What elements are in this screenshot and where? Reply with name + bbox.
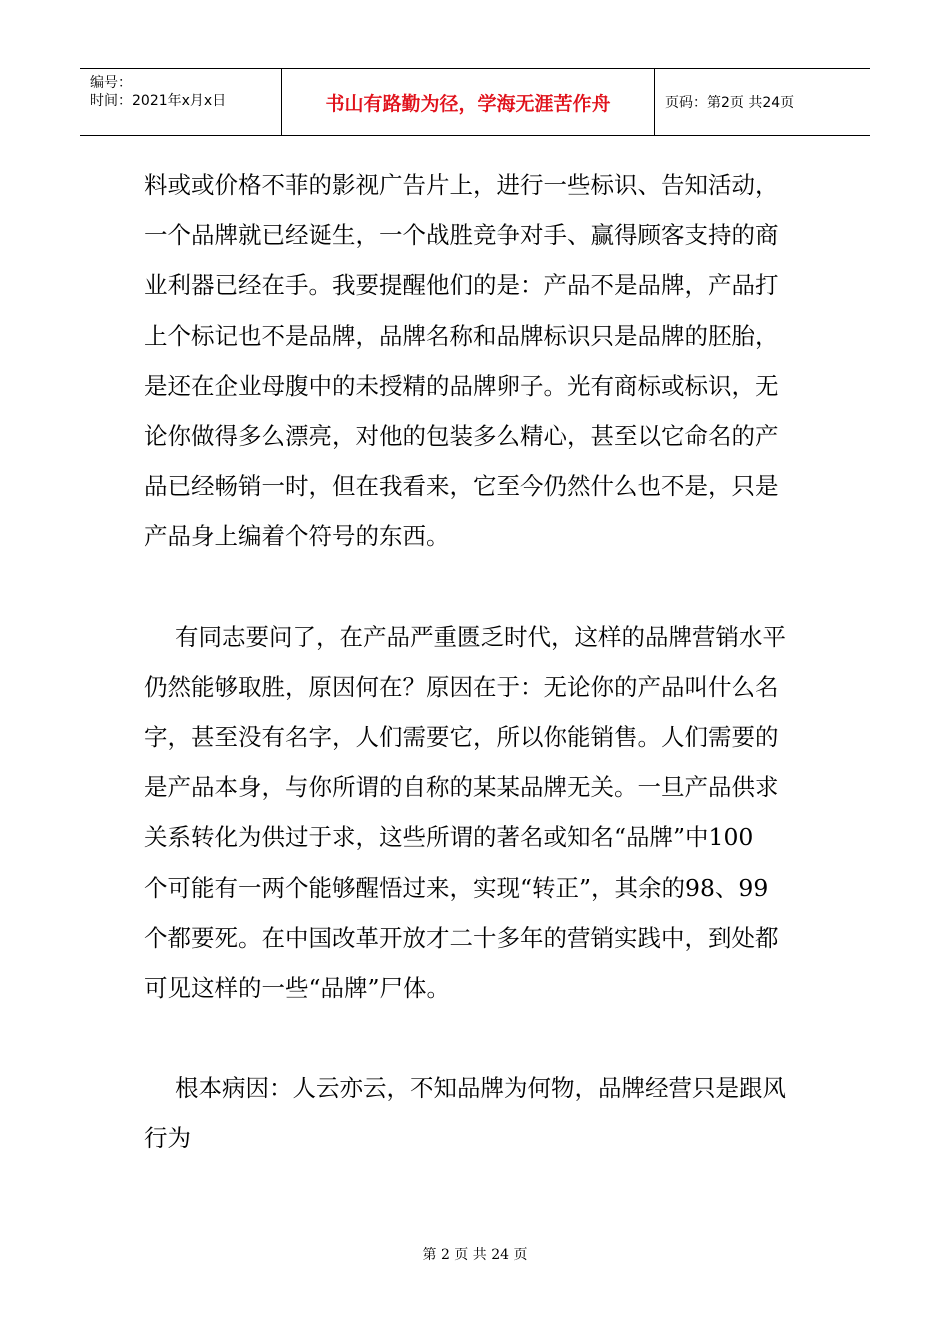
text-line: 上个标记也不是品牌，品牌名称和品牌标识只是品牌的胚胎， [144, 321, 779, 350]
text-line: 个都要死。在中国改革开放才二十多年的营销实践中，到处都 [144, 923, 779, 952]
paragraph-spacer [144, 1013, 808, 1063]
header-meta-cell [80, 69, 282, 135]
text-line: 料或或价格不菲的影视广告片上，进行一些标识、告知活动， [144, 171, 779, 199]
page-header [80, 68, 870, 136]
paragraph-1 [144, 160, 808, 562]
text-line: 是还在企业母腹中的未授精的品牌卵子。光有商标或标识，无 [144, 371, 779, 400]
document-number-label: 编号： [90, 75, 132, 91]
page-footer: 第 2 页 共 24 页 [422, 1247, 528, 1263]
document-body [144, 160, 808, 1164]
text-line: 关系转化为供过于求，这些所谓的著名或知名“品牌”中100 [144, 823, 754, 852]
text-line: 字，甚至没有名字，人们需要它，所以你能销售。人们需要的 [144, 723, 779, 752]
text-line: 是产品本身，与你所谓的自称的某某品牌无关。一旦产品供求 [144, 773, 779, 802]
document-date-label: 时间：2021年x月x日 [90, 93, 227, 109]
text-line: 行为 [144, 1124, 191, 1153]
text-line: 根本病因：人云亦云，不知品牌为何物，品牌经营只是跟风 [175, 1074, 786, 1103]
text-line: 产品身上编着个符号的东西。 [144, 522, 450, 551]
text-line: 品已经畅销一时，但在我看来，它至今仍然什么也不是，只是 [144, 472, 779, 501]
text-line: 论你做得多么漂亮，对他的包装多么精心，甚至以它命名的产 [144, 422, 779, 451]
header-page-info: 页码：第2页 共24页 [665, 95, 795, 111]
text-line: 一个品牌就已经诞生，一个战胜竞争对手、赢得顾客支持的商 [144, 221, 779, 250]
text-line: 可见这样的一些“品牌”尸体。 [144, 974, 451, 1003]
header-motto: 书山有路勤为径，学海无涯苦作舟 [282, 69, 655, 135]
text-line: 仍然能够取胜，原因何在？原因在于：无论你的产品叫什么名 [144, 672, 779, 701]
text-line: 个可能有一两个能够醒悟过来，实现“转正”，其余的98、99 [144, 873, 769, 902]
paragraph-3 [144, 1063, 808, 1163]
text-line: 业利器已经在手。我要提醒他们的是：产品不是品牌，产品打 [144, 271, 779, 300]
text-line: 有同志要问了，在产品严重匮乏时代，这样的品牌营销水平 [175, 622, 786, 651]
paragraph-2 [144, 612, 808, 1014]
paragraph-spacer [144, 562, 808, 612]
